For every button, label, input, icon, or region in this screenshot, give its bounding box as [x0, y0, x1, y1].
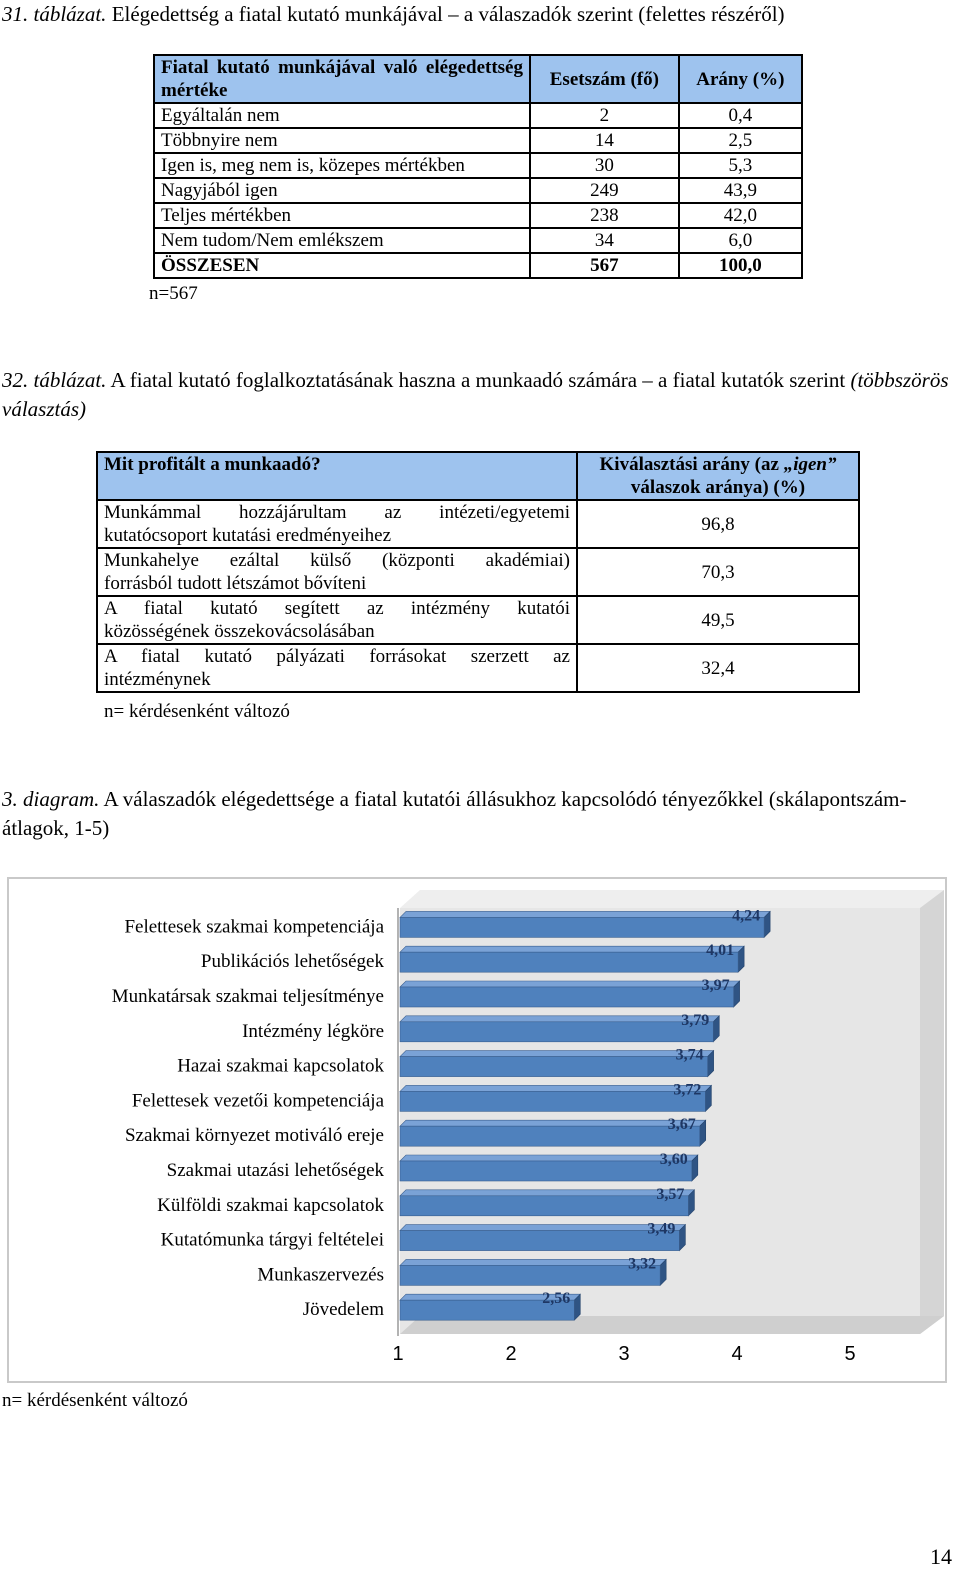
table-row [97, 596, 859, 644]
diagram3-caption-text: A válaszadók elégedettsége a fiatal kutatói állásukhoz kapcsolódó tényezőkkel (skálapontszám-átlagok, 1-5) [2, 787, 907, 840]
row-ratio: 0,4 [679, 103, 802, 128]
table-row [97, 548, 859, 596]
row-label-line1: Munkahelye ezáltal külső (központi akadémiai) [104, 550, 570, 571]
diagram3-caption [2, 785, 952, 843]
value-label: 3,57 [656, 1185, 685, 1203]
header-selection-ratio [577, 452, 859, 500]
row-count: 30 [530, 153, 679, 178]
bar [400, 946, 744, 972]
table31-note: n=567 [149, 283, 198, 304]
category-label: Szakmai utazási lehetőségek [166, 1160, 384, 1181]
value-label: 3,60 [659, 1151, 688, 1168]
row-label: Egyáltalán nem [154, 103, 530, 128]
table-row [154, 178, 802, 203]
row-label: Nem tudom/Nem emlékszem [154, 228, 530, 253]
total-ratio: 100,0 [679, 253, 802, 278]
table-row [154, 103, 802, 128]
row-label-line2: közösségének összekovácsolásában [104, 621, 375, 642]
value-label: 4,01 [706, 942, 735, 960]
row-label-line1: A fiatal kutató pályázati forrásokat szerzett az [104, 646, 570, 667]
header-selection-ratio-part1: Kiválasztási arány (az [599, 454, 784, 475]
header-benefit: Mit profitált a munkaadó? [97, 452, 577, 500]
table32-caption [2, 366, 952, 424]
table32-note: n= kérdésenként változó [104, 701, 290, 722]
row-ratio: 2,5 [679, 128, 802, 153]
bar [400, 1085, 711, 1111]
row-label-line2: intézménynek [104, 669, 211, 690]
table-header-row [97, 452, 859, 500]
x-tick-label: 3 [618, 1343, 630, 1365]
category-label: Publikációs lehetőségek [200, 951, 384, 973]
x-tick-label: 2 [505, 1343, 517, 1365]
row-label-line1: Munkámmal hozzájárultam az intézeti/egyetemi [104, 502, 570, 523]
diagram3-caption-number: 3. diagram. [2, 787, 100, 811]
category-label: Jövedelem [302, 1299, 384, 1321]
plot-side-wall [920, 890, 944, 1334]
row-count: 249 [530, 178, 679, 203]
x-tick-label: 5 [844, 1343, 856, 1365]
row-label [97, 596, 577, 644]
row-ratio: 6,0 [679, 228, 802, 253]
bar [400, 1155, 698, 1181]
row-value: 70,3 [577, 548, 859, 596]
value-label: 2,56 [542, 1290, 571, 1308]
table-row [97, 644, 859, 692]
bar [400, 1051, 714, 1077]
table32-caption-emphasis: (többszörös választás) [2, 368, 949, 421]
diagram3-note: n= kérdésenként változó [2, 1390, 188, 1411]
category-label: Hazai szakmai kapcsolatok [177, 1055, 384, 1077]
table31-caption-text: Elégedettség a fiatal kutató munkájával – a válaszadók szerint (felettes részéről) [106, 2, 785, 26]
row-count: 238 [530, 203, 679, 228]
x-tick-label: 1 [392, 1343, 404, 1365]
row-value: 32,4 [577, 644, 859, 692]
row-ratio: 43,9 [679, 178, 802, 203]
value-label: 3,72 [673, 1081, 702, 1099]
category-label: Kutatómunka tárgyi feltételei [160, 1229, 384, 1251]
category-label: Munkatársak szakmai teljesítménye [111, 986, 384, 1007]
category-label: Szakmai környezet motiváló ereje [124, 1125, 384, 1147]
bar [400, 1120, 706, 1146]
table32-caption-text: A fiatal kutató foglalkoztatásának haszna a munkaadó számára – a fiatal kutatók szerint [106, 368, 851, 392]
table-row [154, 128, 802, 153]
header-count: Esetszám (fő) [530, 55, 679, 103]
bar [400, 1259, 666, 1285]
row-label: Teljes mértékben [154, 203, 530, 228]
row-label: Nagyjából igen [154, 178, 530, 203]
header-selection-ratio-emphasis: „igen” [783, 454, 837, 475]
header-ratio: Arány (%) [679, 55, 802, 103]
table31-caption [2, 0, 785, 29]
bar [400, 911, 770, 937]
value-label: 3,79 [681, 1011, 710, 1029]
row-value: 49,5 [577, 596, 859, 644]
row-label-line1: A fiatal kutató segített az intézmény kutatói [104, 598, 570, 619]
employer-benefit-table [96, 451, 860, 693]
value-label: 4,24 [732, 907, 761, 925]
row-ratio: 42,0 [679, 203, 802, 228]
header-satisfaction-level: Fiatal kutató munkájával való elégedettség mértéke [154, 55, 530, 103]
satisfaction-bar-chart [0, 872, 960, 1392]
table-row [154, 228, 802, 253]
value-label: 3,97 [701, 977, 730, 994]
row-value: 96,8 [577, 500, 859, 548]
table-header-row [154, 55, 802, 103]
value-label: 3,74 [675, 1046, 704, 1064]
category-label: Felettesek szakmai kompetenciája [124, 916, 384, 938]
satisfaction-table [153, 54, 803, 279]
table-row [97, 500, 859, 548]
category-label: Munkaszervezés [257, 1264, 384, 1286]
x-tick-label: 4 [731, 1343, 743, 1365]
bar [400, 1225, 685, 1251]
row-ratio: 5,3 [679, 153, 802, 178]
category-label: Felettesek vezetői kompetenciája [131, 1090, 384, 1112]
row-label [97, 644, 577, 692]
table-total-row [154, 253, 802, 278]
row-count: 14 [530, 128, 679, 153]
category-label: Külföldi szakmai kapcsolatok [157, 1194, 384, 1216]
total-label: ÖSSZESEN [154, 253, 530, 278]
value-label: 3,32 [628, 1255, 657, 1273]
row-label-line2: kutatócsoport kutatási eredményeihez [104, 525, 392, 546]
row-label [97, 500, 577, 548]
row-count: 34 [530, 228, 679, 253]
table-row [154, 203, 802, 228]
row-label [97, 548, 577, 596]
row-label: Igen is, meg nem is, közepes mértékben [154, 153, 530, 178]
table32-caption-number: 32. táblázat. [2, 368, 107, 392]
row-label-line2: forrásból tudott létszámot bővíteni [104, 573, 367, 594]
table31-caption-number: 31. táblázat. [2, 2, 107, 26]
header-selection-ratio-part2: válaszok aránya) (%) [630, 477, 806, 498]
table-row [154, 153, 802, 178]
bar [400, 1190, 694, 1216]
category-label: Intézmény légköre [242, 1020, 384, 1042]
row-count: 2 [530, 103, 679, 128]
row-label: Többnyire nem [154, 128, 530, 153]
bar [400, 1016, 719, 1042]
value-label: 3,67 [667, 1116, 696, 1134]
bar [400, 981, 740, 1007]
value-label: 3,49 [647, 1220, 676, 1238]
total-count: 567 [530, 253, 679, 278]
page-number: 14 [930, 1544, 952, 1569]
